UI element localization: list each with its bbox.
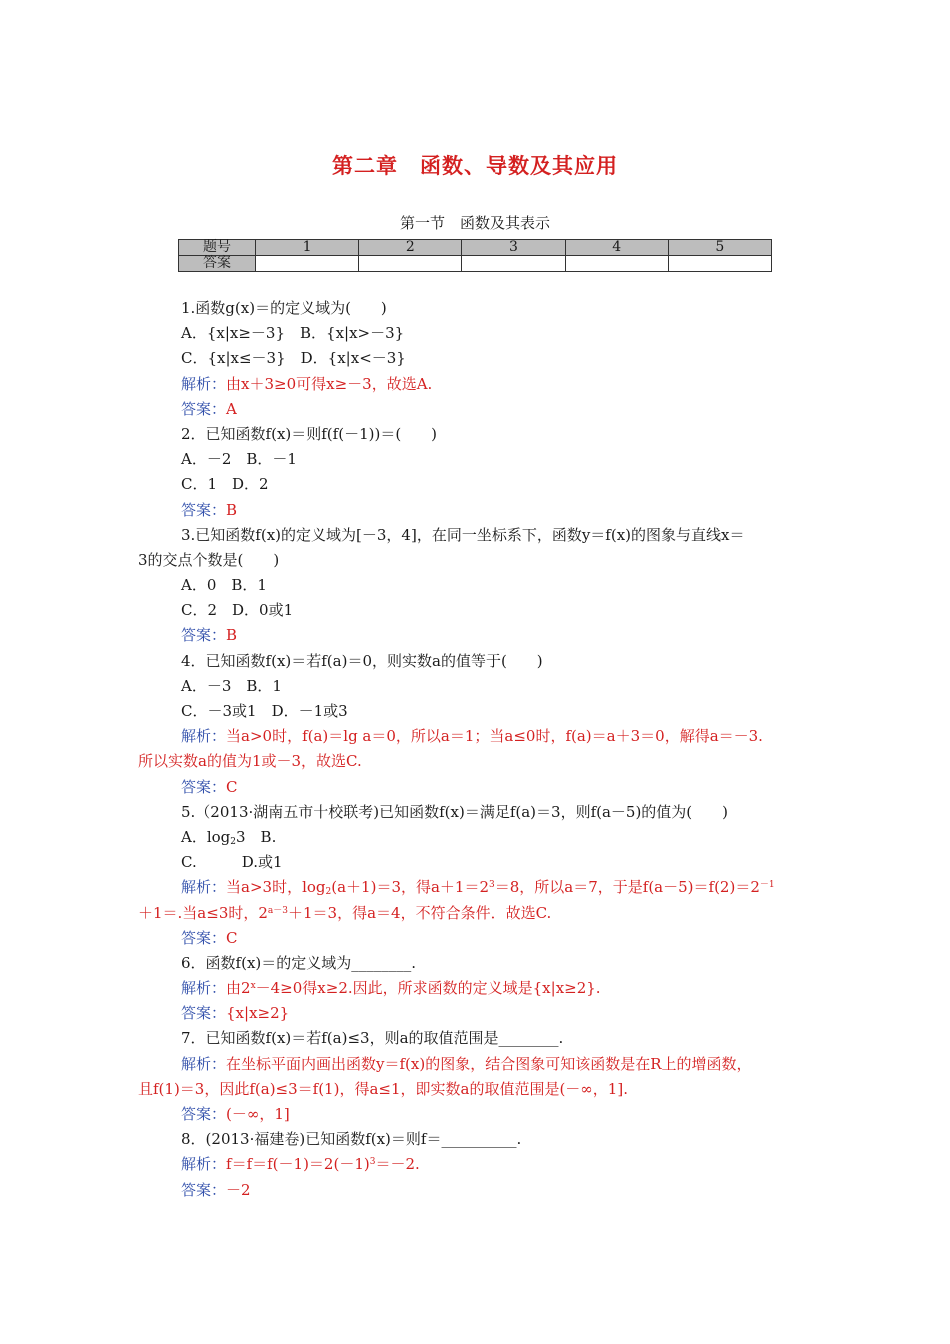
q5-options-cd: C. D.或1 bbox=[181, 853, 283, 872]
q5-an1-b: (a＋1)＝3，得a＋1＝2 bbox=[331, 878, 490, 897]
q5-an1-a: 当a>3时，log bbox=[226, 878, 326, 897]
question-number-cell: 1 bbox=[256, 240, 359, 256]
q4-analysis-line1 bbox=[138, 724, 814, 749]
analysis-label: 解析： bbox=[181, 1054, 227, 1073]
q5-an2-b: ＋1＝3，得a＝4，不符合条件．故选C. bbox=[288, 903, 552, 922]
q7-answer-text: (－∞，1] bbox=[226, 1105, 290, 1123]
q7-stem: 7．已知函数f(x)＝若f(a)≤3，则a的取值范围是________. bbox=[181, 1029, 564, 1048]
answer-cell bbox=[565, 256, 668, 272]
analysis-label: 解析： bbox=[181, 1155, 227, 1174]
answer-label: 答案： bbox=[181, 500, 227, 519]
q3-answer bbox=[138, 623, 814, 648]
q8-stem: 8．(2013·福建卷)已知函数f(x)＝则f＝__________. bbox=[181, 1130, 522, 1149]
q6-an-b: －4≥0得x≥2.因此，所求函数的定义域是{x|x≥2}. bbox=[255, 979, 601, 998]
q4-options-cd: C．－3或1 D．－1或3 bbox=[181, 702, 348, 720]
answer-table bbox=[178, 239, 772, 272]
q6-answer bbox=[138, 1001, 814, 1026]
q1-options-cd: C．{x|x≤－3} D．{x|x<－3} bbox=[181, 349, 406, 368]
q5-an2-sup: a－3 bbox=[267, 905, 289, 916]
analysis-label: 解析： bbox=[181, 374, 227, 393]
answer-label: 答案： bbox=[181, 928, 227, 947]
q5-analysis-line2 bbox=[138, 901, 814, 926]
question-number-cell: 2 bbox=[359, 240, 462, 256]
q6-answer-text: {x|x≥2} bbox=[226, 1004, 290, 1023]
q2-options-cd: C．1 D．2 bbox=[181, 475, 269, 494]
answer-table-number-row bbox=[179, 240, 772, 256]
answer-label: 答案： bbox=[181, 1180, 227, 1199]
q6-an-sup: x bbox=[250, 981, 256, 992]
q1-answer-text: A bbox=[226, 399, 237, 418]
q2-stem: 2．已知函数f(x)＝则f(f(－1))＝( ) bbox=[181, 424, 438, 443]
q3-stem-line1: 3.已知函数f(x)的定义域为[－3，4]，在同一坐标系下，函数y＝f(x)的图象与直线x＝ bbox=[181, 525, 745, 544]
q4-options-ab: A．－3 B．1 bbox=[181, 676, 282, 695]
q1-options-ab: A．{x|x≥－3} B．{x|x>－3} bbox=[181, 324, 405, 343]
answer-cell bbox=[462, 256, 565, 272]
question-number-cell: 4 bbox=[565, 240, 668, 256]
q1-stem: 1.函数g(x)＝的定义域为( ) bbox=[181, 299, 387, 317]
q4-analysis-text1: 当a>0时，f(a)＝lg a＝0，所以a＝1；当a≤0时，f(a)＝a＋3＝0，解得a＝－3. bbox=[226, 727, 763, 746]
answer-label: 答案： bbox=[181, 1004, 227, 1023]
q5-an1-sup1: 3 bbox=[489, 880, 495, 891]
answer-cell bbox=[668, 256, 771, 272]
q2-answer-text: B bbox=[226, 500, 238, 519]
answer-label: 答案： bbox=[181, 626, 227, 645]
q8-an-b: ＝－2. bbox=[375, 1155, 420, 1174]
q6-stem: 6．函数f(x)＝的定义域为________. bbox=[181, 953, 417, 972]
answer-label: 答案： bbox=[181, 1105, 227, 1123]
q2-answer bbox=[138, 498, 814, 523]
answer-cell bbox=[359, 256, 462, 272]
q7-analysis-line1 bbox=[138, 1052, 814, 1077]
answer-cell bbox=[256, 256, 359, 272]
q1-answer bbox=[138, 397, 814, 422]
answer-table-answer-row bbox=[179, 256, 772, 272]
q8-analysis bbox=[138, 1152, 814, 1177]
chapter-title: 第二章 函数、导数及其应用 bbox=[332, 153, 618, 178]
q5-analysis-line1 bbox=[138, 875, 814, 900]
question-list bbox=[138, 296, 814, 1203]
analysis-label: 解析： bbox=[181, 979, 227, 998]
q5-an2-a: ＋1＝.当a≤3时，2 bbox=[138, 903, 268, 922]
q5-an1-c: ＝8，所以a＝7，于是f(a－5)＝f(2)＝2 bbox=[494, 878, 760, 897]
q8-an-sup: 3 bbox=[369, 1157, 376, 1168]
q5-answer-text: C bbox=[226, 928, 238, 947]
q8-an-a: f＝f＝f(－1)＝2(－1) bbox=[226, 1155, 370, 1174]
q6-analysis bbox=[138, 976, 814, 1001]
answer-label: 答案： bbox=[181, 777, 227, 796]
q4-analysis-line2: 所以实数a的值为1或－3，故选C. bbox=[138, 752, 362, 771]
q5-opt-b: 3 B. bbox=[236, 827, 277, 846]
q4-answer-text: C bbox=[226, 777, 238, 796]
q5-an1-sub: 2 bbox=[325, 887, 332, 898]
q5-stem: 5.（2013·湖南五市十校联考)已知函数f(x)＝满足f(a)＝3，则f(a－5)的值为( ) bbox=[181, 802, 729, 821]
q8-answer-text: －2 bbox=[226, 1180, 251, 1199]
q5-answer bbox=[138, 926, 814, 951]
q3-options-ab: A．0 B．1 bbox=[181, 576, 267, 595]
section-title: 第一节 函数及其表示 bbox=[399, 214, 550, 232]
q4-answer bbox=[138, 775, 814, 800]
analysis-label: 解析： bbox=[181, 727, 227, 746]
q5-opt-a: A．log bbox=[181, 827, 231, 846]
q6-an-a: 由2 bbox=[226, 979, 251, 998]
question-number-cell: 3 bbox=[462, 240, 565, 256]
q5-opt-a-sub: 2 bbox=[230, 836, 236, 847]
answer-label: 答案： bbox=[181, 399, 227, 418]
q3-stem-line2: 3的交点个数是( ) bbox=[138, 550, 280, 569]
question-number-label: 题号 bbox=[179, 240, 256, 256]
q5-options-ab bbox=[138, 825, 814, 850]
q8-answer bbox=[138, 1178, 814, 1203]
q3-options-cd: C．2 D．0或1 bbox=[181, 601, 294, 620]
q7-analysis-text1: 在坐标平面内画出函数y＝f(x)的图象，结合图象可知该函数是在R上的增函数， bbox=[226, 1054, 752, 1073]
q1-analysis-text: 由x＋3≥0可得x≥－3，故选A. bbox=[226, 374, 433, 393]
question-number-cell: 5 bbox=[668, 240, 771, 256]
q5-an1-sup2: －1 bbox=[759, 880, 775, 891]
answer-label: 答案 bbox=[179, 256, 256, 272]
q2-options-ab: A．－2 B．－1 bbox=[181, 450, 297, 469]
analysis-label: 解析： bbox=[181, 878, 227, 897]
q3-answer-text: B bbox=[226, 626, 238, 645]
q7-analysis-line2: 且f(1)＝3，因此f(a)≤3＝f(1)，得a≤1，即实数a的取值范围是(－∞，1]. bbox=[138, 1079, 628, 1098]
q7-answer bbox=[138, 1102, 814, 1127]
q1-analysis bbox=[138, 372, 814, 397]
q4-stem: 4．已知函数f(x)＝若f(a)＝0，则实数a的值等于( ) bbox=[181, 651, 543, 670]
